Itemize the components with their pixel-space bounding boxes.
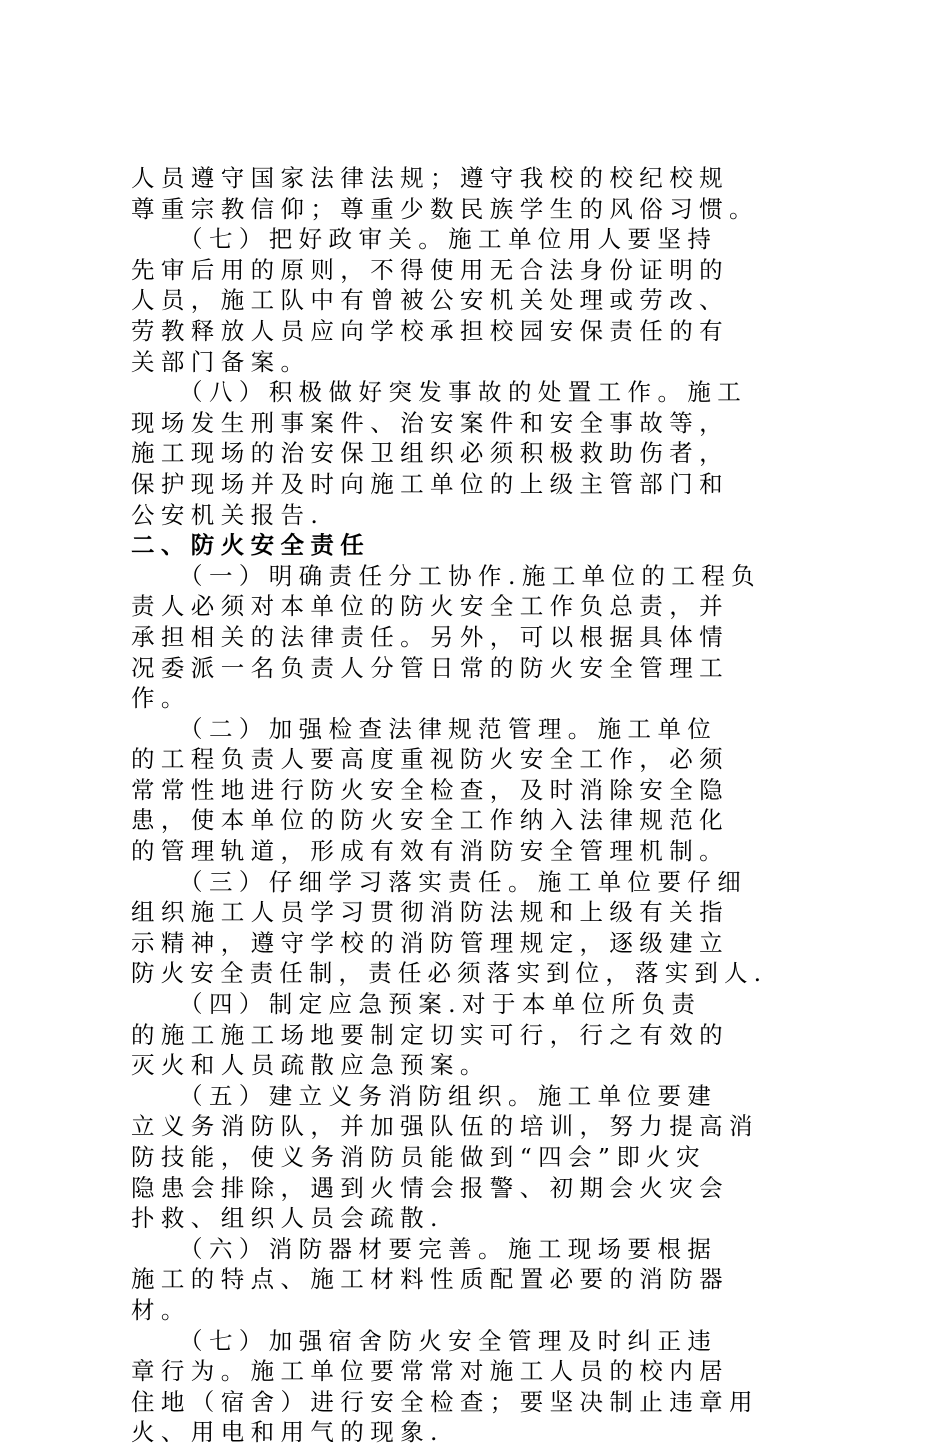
text-line: 作。	[131, 684, 191, 713]
text-line: 住地（宿舍）进行安全检查；要坚决制止违章用	[131, 1387, 759, 1416]
text-line: 的管理轨道，形成有效有消防安全管理机制。	[131, 837, 729, 866]
text-line: 组织施工人员学习贯彻消防法规和上级有关指	[131, 898, 729, 927]
text-line: 灭火和人员疏散应急预案。	[131, 1051, 490, 1080]
text-line: 公安机关报告.	[131, 500, 325, 529]
text-line: 现场发生刑事案件、治安案件和安全事故等，	[131, 408, 729, 437]
text-line: 的工程负责人要高度重视防火安全工作，必须	[131, 745, 729, 774]
text-line: 章行为。施工单位要常常对施工人员的校内居	[131, 1357, 729, 1386]
text-line: 承担相关的法律责任。另外，可以根据具体情	[131, 622, 729, 651]
text-line: 示精神，遵守学校的消防管理规定，逐级建立	[131, 928, 729, 957]
text-line: （五）建立义务消防组织。施工单位要建	[131, 1081, 718, 1110]
text-line: 况委派一名负责人分管日常的防火安全管理工	[131, 653, 729, 682]
text-line: （一）明确责任分工协作.施工单位的工程负	[131, 561, 762, 590]
text-line: 立义务消防队，并加强队伍的培训，努力提高消	[131, 1112, 759, 1141]
text-line: （七）加强宿舍防火安全管理及时纠正违	[131, 1326, 718, 1355]
text-line: 关部门备案。	[131, 347, 311, 376]
text-line: 施工现场的治安保卫组织必须积极救助伤者，	[131, 439, 729, 468]
text-line: （七）把好政审关。施工单位用人要坚持	[131, 225, 718, 254]
text-line: （二）加强检查法律规范管理。施工单位	[131, 714, 718, 743]
text-line: （四）制定应急预案.对于本单位所负责	[131, 990, 702, 1019]
text-line: 施工的特点、施工材料性质配置必要的消防器	[131, 1265, 729, 1294]
text-line: 责人必须对本单位的防火安全工作负总责，并	[131, 592, 729, 621]
text-line: 火、用电和用气的现象.	[131, 1418, 444, 1447]
text-line: 劳教释放人员应向学校承担校园安保责任的有	[131, 316, 729, 345]
text-line: 保护现场并及时向施工单位的上级主管部门和	[131, 469, 729, 498]
text-line: （三）仔细学习落实责任。施工单位要仔细	[131, 867, 748, 896]
text-line: 先审后用的原则，不得使用无合法身份证明的	[131, 255, 729, 284]
document-body	[131, 163, 771, 1448]
text-line: 的施工施工场地要制定切实可行，行之有效的	[131, 1020, 729, 1049]
section-heading: 二、防火安全责任	[131, 531, 371, 560]
text-line: 常常性地进行防火安全检查，及时消除安全隐	[131, 775, 729, 804]
text-line: 防技能，使义务消防员能做到“四会”即火灾	[131, 1143, 707, 1171]
text-line: 人员，施工队中有曾被公安机关处理或劳改、	[131, 286, 729, 315]
text-line: 患，使本单位的防火安全工作纳入法律规范化	[131, 806, 729, 835]
text-line: （六）消防器材要完善。施工现场要根据	[131, 1234, 718, 1263]
text-line: 扑救、组织人员会疏散.	[131, 1204, 444, 1233]
text-line: 隐患会排除，遇到火情会报警、初期会火灾会	[131, 1173, 729, 1202]
text-line: 人员遵守国家法律法规；遵守我校的校纪校规	[131, 164, 729, 192]
text-line: 防火安全责任制，责任必须落实到位，落实到人.	[131, 959, 768, 988]
text-line: 尊重宗教信仰；尊重少数民族学生的风俗习惯。	[131, 194, 759, 223]
text-line: 材。	[131, 1295, 191, 1324]
text-line: （八）积极做好突发事故的处置工作。施工	[131, 378, 748, 407]
